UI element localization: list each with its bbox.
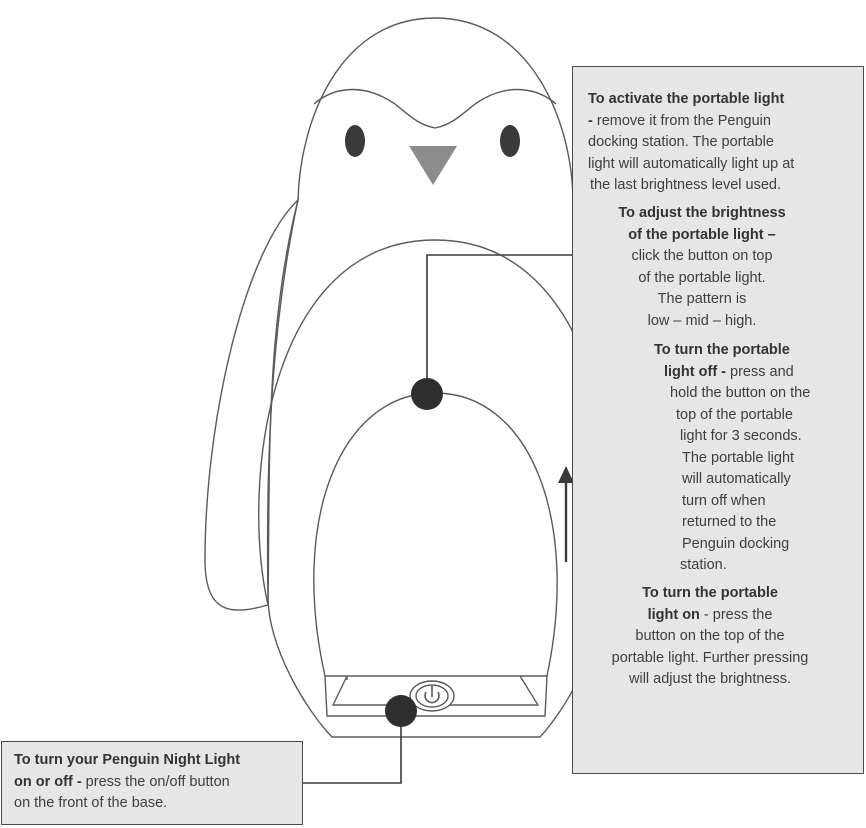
note-line-bold: To turn the portable — [654, 342, 790, 358]
note-line — [602, 289, 802, 311]
callout-dot-top — [411, 378, 443, 410]
note-line-text: will automatically — [682, 471, 791, 487]
note-line — [602, 268, 802, 290]
note-line-text: returned to the — [682, 514, 777, 530]
note-line — [654, 405, 844, 427]
note-line — [602, 246, 802, 268]
note-line-text: the last brightness level used. — [590, 177, 782, 193]
note-line-text: press and — [726, 363, 794, 380]
note-line-bold: To turn the portable — [642, 585, 778, 601]
note-line — [654, 383, 844, 405]
note-line-bold: To activate the portable light — [588, 91, 785, 107]
note-line — [588, 154, 794, 176]
note-brightness — [602, 203, 802, 332]
note-line — [588, 111, 794, 133]
note-line — [586, 669, 834, 691]
left-eye — [345, 125, 365, 157]
power-button[interactable] — [410, 681, 454, 711]
note-line — [588, 89, 794, 111]
note-line-text: of the portable light. — [638, 269, 766, 286]
left-flipper — [205, 200, 298, 610]
note-line — [654, 426, 844, 448]
note-line-bold: To adjust the brightness — [618, 205, 786, 221]
note-line-text: station. — [680, 557, 727, 573]
note-activate — [588, 89, 794, 197]
note-line — [654, 555, 844, 577]
note-line-text: will adjust the brightness. — [629, 671, 791, 687]
right-eye — [500, 125, 520, 157]
note-line — [14, 772, 240, 794]
note-line-bold: of the portable light – — [628, 226, 776, 243]
note-line-text: on the front of the base. — [14, 795, 168, 811]
note-turn-off — [654, 340, 844, 577]
note-line — [586, 583, 834, 605]
beak — [409, 146, 457, 185]
note-line-text: button on the top of the — [635, 628, 785, 644]
note-line — [654, 362, 844, 384]
note-line-bold: light on — [647, 606, 700, 623]
note-line-text: light for 3 seconds. — [680, 428, 802, 444]
note-line — [588, 175, 794, 197]
note-line — [586, 605, 834, 627]
note-line — [602, 225, 802, 247]
portable-light-outline — [314, 393, 557, 676]
note-line — [602, 311, 802, 333]
note-line — [586, 648, 834, 670]
note-turn-on — [586, 583, 834, 691]
callout-dot-base — [385, 695, 417, 727]
note-line — [14, 793, 240, 815]
note-line — [654, 534, 844, 556]
note-line — [654, 512, 844, 534]
note-line — [588, 132, 794, 154]
note-line-text: hold the button on the — [670, 385, 811, 401]
note-line-text: portable light. Further pressing — [611, 649, 809, 666]
note-line-text: turn off when — [682, 492, 766, 509]
note-line-text: press the on/off button — [81, 773, 230, 790]
note-line — [654, 448, 844, 470]
note-line-text: The pattern is — [657, 291, 747, 307]
penguin-body-outline — [268, 18, 603, 737]
note-line-text: light will automatically light up at — [588, 155, 795, 172]
note-line-text: docking station. The portable — [588, 134, 774, 150]
note-line-text: top of the portable — [676, 406, 793, 423]
note-line-text: low – mid – high. — [647, 312, 757, 329]
note-base — [14, 750, 240, 815]
note-line — [654, 340, 844, 362]
note-line-text: The portable light — [682, 449, 795, 466]
note-line — [602, 203, 802, 225]
belly-outer — [259, 240, 612, 605]
note-line-text: Penguin docking — [682, 535, 790, 552]
note-line — [586, 626, 834, 648]
note-line-text: - press the — [699, 606, 773, 623]
note-line — [654, 491, 844, 513]
note-line — [654, 469, 844, 491]
note-line-bold: on or off - — [14, 773, 82, 790]
note-line-bold: light off - — [664, 363, 727, 380]
note-line-text: remove it from the Penguin — [592, 112, 771, 129]
note-line-bold: - — [588, 112, 593, 129]
note-line — [14, 750, 240, 772]
note-line-bold: To turn your Penguin Night Light — [14, 752, 241, 768]
note-line-text: click the button on top — [631, 248, 773, 264]
head-band-line — [314, 90, 556, 128]
